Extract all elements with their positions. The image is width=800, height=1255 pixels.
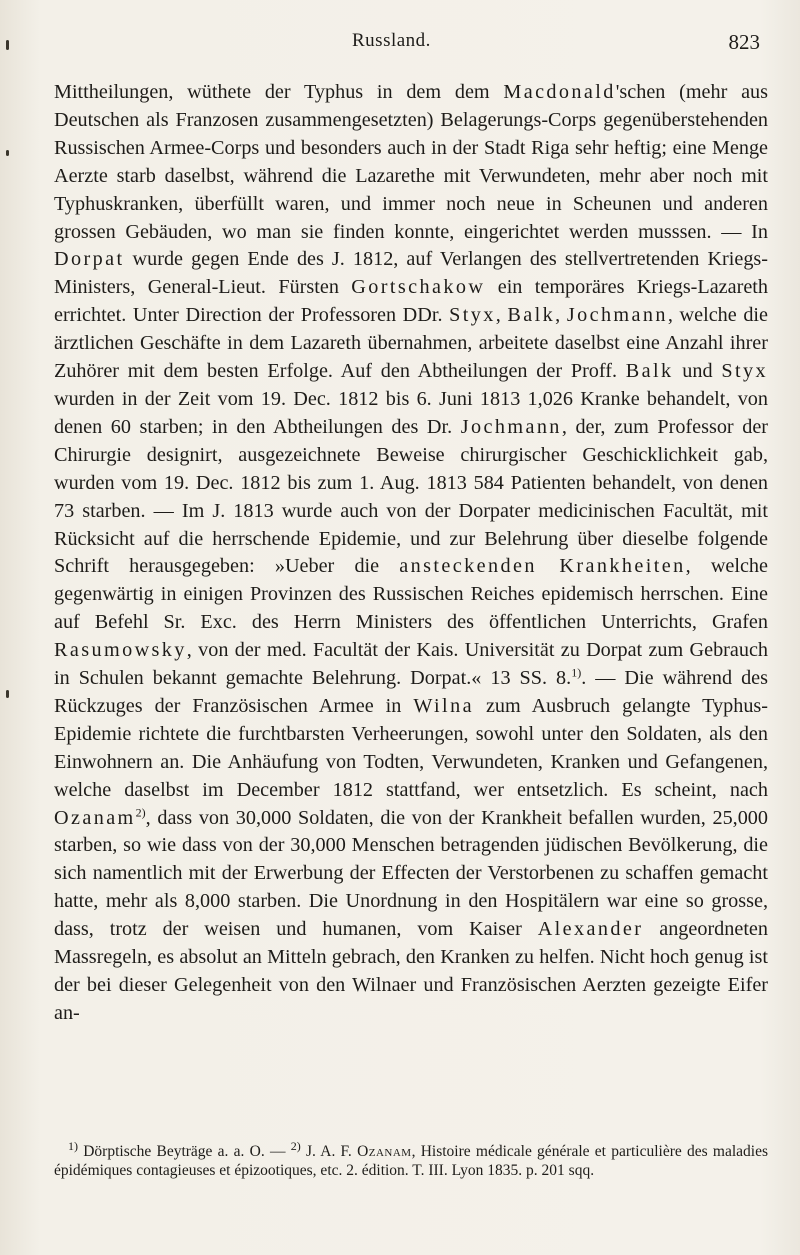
page-edge-mark [6, 40, 9, 50]
person-name: Styx [449, 304, 496, 327]
footnote-text: Dörptische Beyträge a. a. O. — [78, 1143, 291, 1160]
person-name: Balk [625, 360, 674, 383]
page-edge-mark [6, 690, 9, 698]
text-run: wurde gegen Ende des J. 1812, auf Verlangen des stellvertretenden Kriegs-Ministers, General-Lieut. Fürsten [54, 248, 768, 299]
page-edge-mark [6, 150, 9, 156]
person-name: Macdonald [503, 81, 616, 103]
text-run: und [673, 360, 722, 383]
footnotes [54, 1138, 769, 1180]
person-name: Alexander [537, 918, 644, 941]
body-paragraph [54, 79, 768, 1028]
text-run: , dass von 30,000 Soldaten, die von der Krankheit befallen wurden, 25,000 starben, so wie dass von der 30,000 Menschen betragenden jüdischen Bevölkerung, die sich namentlich mit der Erwerbung der Effecten der Verstorbenen zu schaffen gemacht hatte, mehr als 8,000 starben. Die Unordnung in den Hospitälern war eine so grosse, dass, trotz der weisen und humanen, vom Kaiser [54, 806, 768, 941]
person-name: Jochmann [566, 304, 668, 327]
person-name: Balk [507, 304, 556, 327]
footnote-ref: 2) [135, 804, 146, 819]
text-run: angeordneten Massregeln, es absolut an Mitteln gebrach, den Kranken zu helfen. Nicht hoch genug ist der bei dieser Gelegenheit von den Wilnaer und Französischen Aerzten gezeigte Eifer an- [54, 918, 768, 1024]
text-run: , welche die ärztlichen Geschäfte in dem Lazareth übernahmen, arbeitete daselbst eine Anzahl ihrer Zuhörer mit dem besten Erfolge. Auf den Abtheilungen der Proff. [54, 304, 769, 383]
text-run: , der, zum Professor der Chirurgie designirt, ausgezeichnete Beweise chirurgischer Geschicklichkeit gab, wurden vom 19. Dec. 1812 bis zum 1. Aug. 1813 584 Patienten behandelt, von denen 73 starben. — Im J. 1813 wurde auch von der Dorpater medicinischen Facultät, mit Rücksicht auf die herrschende Epidemie, und zur Belehrung über dieselbe folgende Schrift herausgegeben: »Ueber die [54, 415, 769, 578]
running-head: Russland. [352, 30, 431, 51]
text-run: , welche gegenwärtig in einigen Provinzen des Russischen Reiches epidemisch herrschen. Eine auf Befehl Sr. Exc. des Herrn Ministers des öffentlichen Unterrichts, Grafen [54, 555, 768, 634]
text-run: ein temporäres Kriegs-Lazareth errichtet. Unter Direction der Professoren DDr. [54, 276, 768, 327]
person-name: Rasumowsky [54, 639, 187, 662]
text-run: wurden in der Zeit vom 19. Dec. 1812 bis 6. Juni 1813 1,026 Kranke behandelt, von denen 60 starben; in den Abtheilungen des Dr. [54, 387, 768, 438]
text-run: , [555, 304, 567, 327]
person-name: Jochmann [460, 415, 562, 438]
person-name: Styx [721, 360, 768, 383]
text-run: , [495, 304, 508, 327]
footnote-marker: 2) [290, 1138, 301, 1153]
text-run: zum Ausbruch gelangte Typhus-Epidemie richtete die furchtbarsten Verheerungen, sowohl unter den Soldaten, als den Einwohnern an. Die Anhäufung von Todten, Verwundeten, Kranken und Gefangenen, welche daselbst im December 1812 stattfand, wer entsetzlich. Es scheint, nach [54, 694, 768, 801]
text-run: . — Die während des Rückzuges der Französischen Armee in [54, 667, 768, 717]
footnote-ref: 1) [571, 665, 582, 680]
person-name: Gortschakow [351, 276, 486, 299]
place-name: Wilna [413, 694, 474, 717]
emphasized-title: ansteckenden Krankheiten [399, 555, 686, 578]
main-text [54, 79, 768, 1028]
page-number: 823 [728, 30, 760, 54]
page-header [52, 30, 760, 58]
text-run: , von der med. Facultät der Kais. Universität zu Dorpat zum Gebrauch in Schulen bekannt gemachte Belehrung. Dorpat.« 13 SS. 8. [54, 639, 768, 690]
author-name: Ozanam [357, 1143, 412, 1160]
footnote-text: , Histoire médicale générale et particulière des maladies épidémiques contagieuses et épizootiques, etc. 2. édition. T. III. Lyon 1835. p. 201 sqq. [54, 1143, 769, 1179]
footnote-line [54, 1138, 769, 1180]
footnote-text: J. A. F. [300, 1143, 358, 1160]
person-name: Ozanam [54, 806, 136, 829]
footnote-marker: 1) [68, 1138, 78, 1153]
text-run: 'schen (mehr aus Deutschen als Franzosen zusammengesetzten) Belagerungs-Corps gegenüberstehenden Russischen Armee-Corps und besonders auch in der Stadt Riga sehr heftig; eine Menge Aerzte starb daselbst, während die Lazarethe mit Verwundeten, mehr aber noch mit Typhuskranken, überfüllt waren, und immer noch neue in Scheunen und anderen grossen Gebäuden, wo man sie finden konnte, eingerichtet werden musssen. — In [54, 81, 768, 243]
text-run: Mittheilungen, wüthete der Typhus in dem dem [54, 81, 504, 103]
place-name: Dorpat [54, 248, 125, 271]
